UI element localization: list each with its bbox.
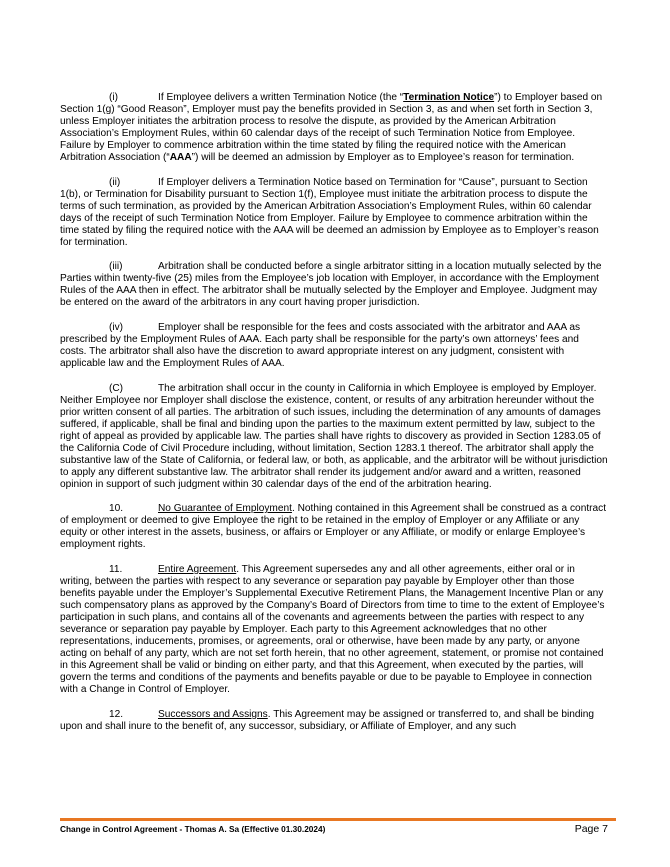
item-number: (i) — [109, 92, 118, 103]
paragraph-iii — [60, 261, 608, 309]
paragraph-text: ”) to Employer based on Section 1(g) “Good Reason”, Employer must pay the benefits provided in Section 3, as and when set forth in Section 3, unless Employer initiates the arbitration process to resolve the dispute, as provided by the American Arbitration Association’s Employment Rules, within 60 calendar days of the receipt of such Termination Notice from Employee. Failure by Employer to commence arbitration within the time stated by filing the required notice with the American Arbitration Association (“ — [60, 92, 603, 164]
paragraph-text: If Employee delivers a written Termination Notice (the “ — [158, 92, 404, 103]
section-number: 11. — [109, 563, 123, 575]
paragraph-i — [60, 92, 608, 164]
document-body — [60, 92, 608, 745]
paragraph-text: ”) will be deemed an admission by Employer as to Employee’s reason for termination. — [191, 152, 575, 164]
section-heading: Entire Agreement — [158, 563, 237, 575]
item-number: (iii) — [109, 261, 123, 273]
defined-term: Termination Notice — [403, 92, 495, 103]
section-12 — [60, 709, 608, 733]
paragraph-iv — [60, 322, 608, 370]
defined-term: AAA — [169, 152, 192, 164]
section-11 — [60, 564, 608, 697]
paragraph-text: Employer shall be responsible for the fees and costs associated with the arbitrator and AAA as prescribed by the Employment Rules of AAA. Each party shall be responsible for the party’s own attorneys’ fees and costs. The arbitrator shall also have the discretion to award appropriate interest on any judgment, consistent with applicable law and the Employment Rules of AAA. — [60, 321, 581, 370]
paragraph-ii — [60, 177, 608, 249]
item-number: (iv) — [109, 321, 124, 333]
section-number: 10. — [109, 503, 124, 515]
item-number: (C) — [109, 382, 124, 394]
paragraph-c — [60, 383, 608, 491]
paragraph-text: Arbitration shall be conducted before a single arbitrator sitting in a location mutually selected by the Parties within twenty-five (25) miles from the Employee’s job location with Employer, in accordance with the Employment Rules of the AAA then in effect. The arbitrator shall be mutually selected by the Employer and Employee. Judgment may be entered on the award of the arbitrators in any court having proper jurisdiction. — [60, 261, 602, 309]
page-number: Page 7 — [574, 823, 608, 835]
paragraph-text: The arbitration shall occur in the county in California in which Employee is employed by Employer. Neither Employee nor Employer shall disclose the existence, content, or results of any arbitration hereunder without the prior written consent of all parties. The arbitration of such issues, including the determination of any amounts of damages suffered, if applicable, shall be final and binding upon the parties to the maximum extent permitted by law, subject to the right of appeal as provided by applicable law. The parties shall have rights to discovery as provided in Section 1283.05 of the California Code of Civil Procedure including, without limitation, Section 1283.1 thereof. The arbitrator shall apply the substantive law of the State of California, or federal law, or both, as applicable, and the arbitrator will be without jurisdiction to apply any different substantive law. The arbitrator shall render its judgement and/or award and a written, reasoned opinion in support of such judgment within 30 calendar days of the end of the arbitration hearing. — [60, 382, 608, 490]
section-heading: No Guarantee of Employment — [158, 503, 292, 515]
paragraph-text: If Employer delivers a Termination Notice based on Termination for “Cause”, pursuant to Section 1(b), or Termination for Disability pursuant to Section 1(f), Employee must initiate the arbitration process to dispute the terms of such termination, as provided by the American Arbitration Association’s Employment Rules, within 60 calendar days of the receipt of such Termination Notice from Employer. Failure by Employee to commence arbitration within the time stated by filing the required notice with the AAA will be deemed an admission by Employee as to Employer’s reason for termination. — [60, 176, 599, 248]
paragraph-text: . This Agreement supersedes any and all other agreements, either oral or in writing, between the parties with respect to any severance or separation pay payable by Employer other than those benefits payable under the Employer’s Supplemental Executive Retirement Plans, the Management Incentive Plan or any such compensatory plans as approved by the Company’s Board of Directors from time to time to the extent of Employee’s participation in such plans, and contains all of the covenants and agreements between the parties with respect to any severance or separation pay payable by Employer. Each party to this Agreement acknowledges that no other representations, inducements, promises, or agreements, oral or otherwise, have been made by any party, or anyone acting on behalf of any party, which are not set forth herein, that no other agreement, statement, or promise not contained in this Agreement shall be valid or binding on either party, and that this Agreement, when executed by the parties, will govern the terms and conditions of the payments and benefits payable or due to be payable to Employee in connection with a Change in Control of Employer. — [60, 563, 605, 696]
section-10 — [60, 503, 608, 551]
paragraph-text: . Nothing contained in this Agreement shall be construed as a contract of employment or deemed to give Employee the right to be retained in the employ of Employer or any Affiliate or any equity or other interest in the assets, business, or affairs or Employer or any Affiliate, or modify or enlarge Employee’s employment rights. — [60, 503, 607, 551]
paragraph-text: . This Agreement may be assigned or transferred to, and shall be binding upon and shall inure to the benefit of, any successor, subsidiary, or Affiliate of Employer, and any such — [60, 708, 595, 732]
footer-rule — [60, 818, 616, 821]
section-number: 12. — [109, 708, 124, 720]
section-heading: Successors and Assigns — [158, 708, 268, 720]
footer-title: Change in Control Agreement - Thomas A. Sa (Effective 01.30.2024) — [60, 824, 326, 834]
item-number: (ii) — [109, 176, 121, 188]
